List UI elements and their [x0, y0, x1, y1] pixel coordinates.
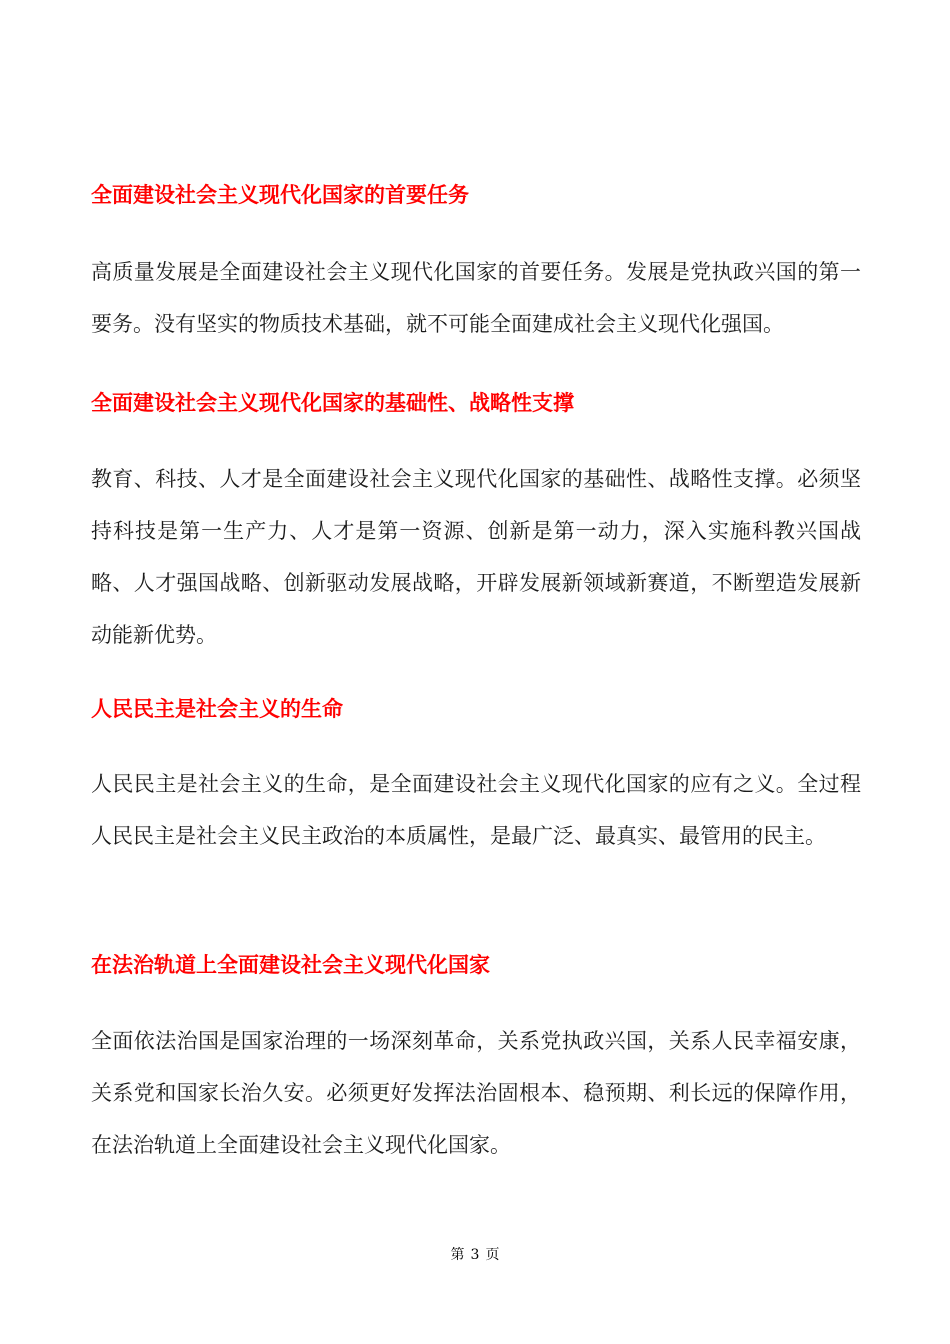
page-number: 3 — [470, 1247, 480, 1263]
section-paragraph: 全面依法治国是国家治理的一场深刻革命，关系党执政兴国，关系人民幸福安康，关系党和国家长治久安。必须更好发挥法治固根本、稳预期、利长远的保障作用，在法治轨道上全面建设社会主义现代化国家。 — [91, 1029, 861, 1157]
section-heading: 全面建设社会主义现代化国家的基础性、战略性支撑 — [91, 391, 574, 415]
section-paragraph: 人民民主是社会主义的生命，是全面建设社会主义现代化国家的应有之义。全过程人民民主是社会主义民主政治的本质属性，是最广泛、最真实、最管用的民主。 — [91, 772, 861, 848]
section-heading: 全面建设社会主义现代化国家的首要任务 — [91, 183, 469, 207]
page-footer — [0, 1245, 950, 1265]
section-paragraph: 高质量发展是全面建设社会主义现代化国家的首要任务。发展是党执政兴国的第一要务。没有坚实的物质技术基础，就不可能全面建成社会主义现代化强国。 — [91, 260, 861, 336]
section-heading: 人民民主是社会主义的生命 — [91, 697, 343, 721]
page-number-suffix: 页 — [485, 1247, 500, 1263]
section-paragraph: 教育、科技、人才是全面建设社会主义现代化国家的基础性、战略性支撑。必须坚持科技是第一生产力、人才是第一资源、创新是第一动力，深入实施科教兴国战略、人才强国战略、创新驱动发展战略，开辟发展新领域新赛道，不断塑造发展新动能新优势。 — [91, 467, 861, 647]
section-heading: 在法治轨道上全面建设社会主义现代化国家 — [91, 953, 490, 977]
page-number-prefix: 第 — [450, 1247, 465, 1263]
